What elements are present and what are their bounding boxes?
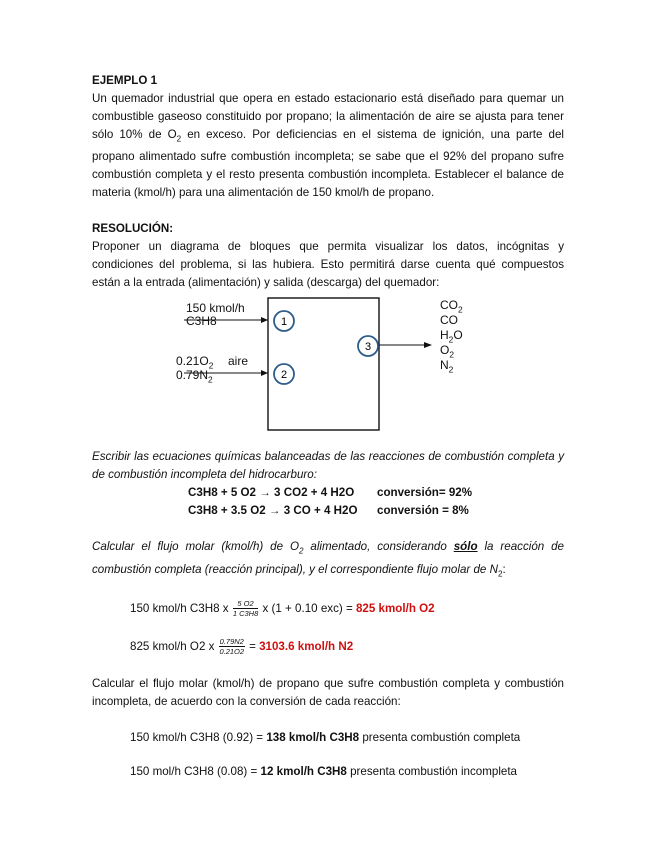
n2-result: 3103.6 kmol/h N2 <box>259 639 354 653</box>
equation-incomplete <box>92 502 564 520</box>
propane-complete-result: 138 kmol/h C3H8 <box>266 730 360 744</box>
equation-complete-formula: C3H8 + 5 O2 → 3 CO2 + 4 H2O <box>188 486 355 500</box>
stream2-oxygen: $0.21O_2$ <box>176 354 214 371</box>
outlet-arrowhead <box>424 342 432 348</box>
equation-complete <box>92 484 564 502</box>
propane-incomplete-line: 150 mol/h C3H8 (0.08) = 12 kmol/h C3H8 presenta combustión incompleta <box>130 764 518 778</box>
stream1-flow: 150 kmol/h <box>186 301 245 316</box>
n2-calculation: 825 kmol/h O2 x $\frac{0.79N2}{0.21O2}$ = 3103.6 kmol/h N2 <box>130 637 354 657</box>
stream2-air: aire <box>228 354 249 369</box>
equation-incomplete-conversion: conversión = 8% <box>377 504 469 518</box>
block-diagram <box>92 294 564 442</box>
propane-calc-intro: Calcular el flujo molar (kmol/h) de propano que sufre combustión completa y combustión incompleta, de acuerdo con la conversión de cada reacción: <box>92 676 564 708</box>
output-h2o: $H_2O$ <box>440 328 463 345</box>
output-co: CO <box>440 313 458 328</box>
equations-intro: Escribir las ecuaciones químicas balanceadas de las reacciones de combustión completa y de combustión incompleta del hidrocarburo: <box>92 450 564 482</box>
diagram-graphic <box>92 294 564 442</box>
inlet-arrowhead-1 <box>261 317 268 323</box>
o2-fraction: $\frac{5 O2}{1 C3H8}$ <box>232 599 259 619</box>
node-label-3: 3 <box>364 341 372 354</box>
propane-complete-line: 150 kmol/h C3H8 (0.92) = 138 kmol/h C3H8 presenta combustión completa <box>130 730 521 744</box>
n2-fraction: $\frac{0.79N2}{0.21O2}$ <box>219 637 245 657</box>
equation-complete-conversion: conversión= 92% <box>377 486 473 500</box>
document-page <box>92 72 564 781</box>
o2-calc-intro: Calcular el flujo molar (kmol/h) de $O_2$ alimentado, considerando sólo la reacción de combustión completa (reacción principal), y el correspondiente flujo molar de $N_2$: <box>92 540 565 578</box>
o2-calculation: 150 kmol/h C3H8 x $\frac{5 O2}{1 C3H8}$ x (1 + 0.10 exc) = 825 kmol/h O2 <box>130 599 435 619</box>
example-statement: Un quemador industrial que opera en estado estacionario está diseñado para quemar un combustible gaseoso constituido por propano; la alimentación de aire se ajusta para tener sólo 10% de $O_2$ en exceso. Por deficiencias en el sistema de ignición, una parte del propano alimentado sufre combustión incompleta; se sabe que el 92% del propano sufre combustión completa y el resto presenta combustión incompleta. Establecer el balance de materia (kmol/h) para una alimentación de 150 kmol/h de propano. <box>92 92 564 200</box>
o2-result: 825 kmol/h O2 <box>355 601 435 615</box>
equation-incomplete-formula: C3H8 + 3.5 O2 → 3 CO + 4 H2O <box>188 504 358 518</box>
resolution-title: RESOLUCIÓN: <box>92 222 174 236</box>
example-title: EJEMPLO 1 <box>92 74 158 87</box>
output-n2: $N_2$ <box>440 358 454 375</box>
inlet-arrowhead-2 <box>261 370 268 376</box>
resolution-intro: Proponer un diagrama de bloques que permita visualizar los datos, incógnitas y condiciones del problema, si las hubiera. Esto permitirá darse cuenta qué compuestos están a la entrada (alimentación) y salida (descarga) del quemador: <box>92 240 564 290</box>
output-co2: $CO_2$ <box>440 298 463 315</box>
output-o2: $O_2$ <box>440 343 455 360</box>
node-label-1: 1 <box>280 316 288 329</box>
node-label-2: 2 <box>280 369 288 382</box>
stream2-nitrogen: $0.79N_2$ <box>176 368 213 385</box>
propane-incomplete-result: 12 kmol/h C3H8 <box>260 764 347 778</box>
stream1-composition: C3H8 <box>186 314 217 329</box>
